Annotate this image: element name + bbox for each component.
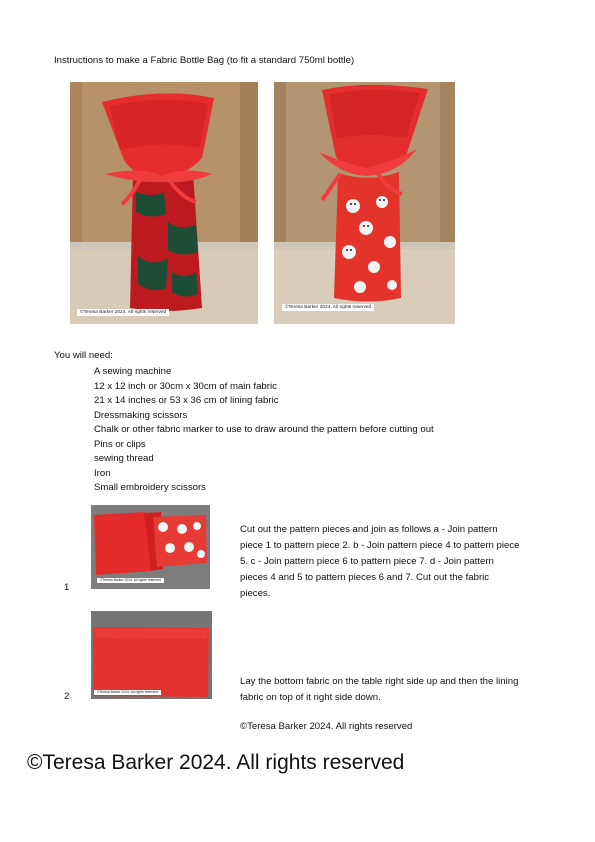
- needs-item: Chalk or other fabric marker to use to draw around the pattern before cutting out: [94, 424, 434, 435]
- photo-caption: ©Teresa Barker 2024. All rights reserved: [282, 304, 374, 311]
- needs-item: Pins or clips: [94, 438, 146, 450]
- needs-item: 12 x 12 inch or 30cm x 30cm of main fabric: [94, 380, 277, 392]
- step-2-photo: [91, 611, 212, 699]
- bottle-bag-photo-icon: [70, 82, 258, 324]
- bottle-bag-photo-1: [70, 82, 258, 324]
- footer-copyright-small: ©Teresa Barker 2024. All rights reserved: [240, 721, 413, 732]
- step-photo-caption: ©Teresa Barker 2024. All rights reserved: [94, 690, 161, 695]
- fabric-pieces-photo-icon: [91, 505, 210, 589]
- needs-list: [94, 365, 434, 496]
- needs-item: Small embroidery scissors: [94, 482, 206, 493]
- footer-copyright-large: ©Teresa Barker 2024. All rights reserved: [27, 751, 405, 774]
- document-title: Instructions to make a Fabric Bottle Bag (to fit a standard 750ml bottle): [54, 55, 355, 66]
- step-2-text: Lay the bottom fabric on the table right side up and then the lining fabric on top of it right side down.: [240, 676, 519, 703]
- needs-item: A sewing machine: [94, 366, 172, 377]
- needs-item: Dressmaking scissors: [94, 409, 188, 421]
- step-photo-caption: ©Teresa Barker 2024. All rights reserved: [97, 578, 164, 583]
- bottle-bag-photo-2: [274, 82, 455, 324]
- step-number-1: 1: [64, 582, 70, 593]
- red-fabric-photo-icon: [91, 611, 212, 699]
- step-number-2: 2: [64, 691, 70, 702]
- bottle-bag-photo-icon: [274, 82, 455, 324]
- needs-heading: You will need:: [54, 350, 113, 361]
- needs-item: sewing thread: [94, 453, 154, 464]
- step-1-text: Cut out the pattern pieces and join as follows a - Join pattern piece 1 to pattern piece 2. b - Join pattern piece 4 to pattern piece 5. c - Join pattern piece 6 to pattern piece 7. d - Join pattern pieces 4 and 5 to pattern pieces 6 and 7. Cut out the fabric pieces.: [240, 524, 520, 599]
- step-1-photo: [91, 505, 210, 589]
- needs-item: Iron: [94, 467, 111, 479]
- needs-item: 21 x 14 inches or 53 x 36 cm of lining fabric: [94, 395, 279, 406]
- photo-caption: ©Teresa Barker 2024. All rights reserved: [77, 309, 169, 316]
